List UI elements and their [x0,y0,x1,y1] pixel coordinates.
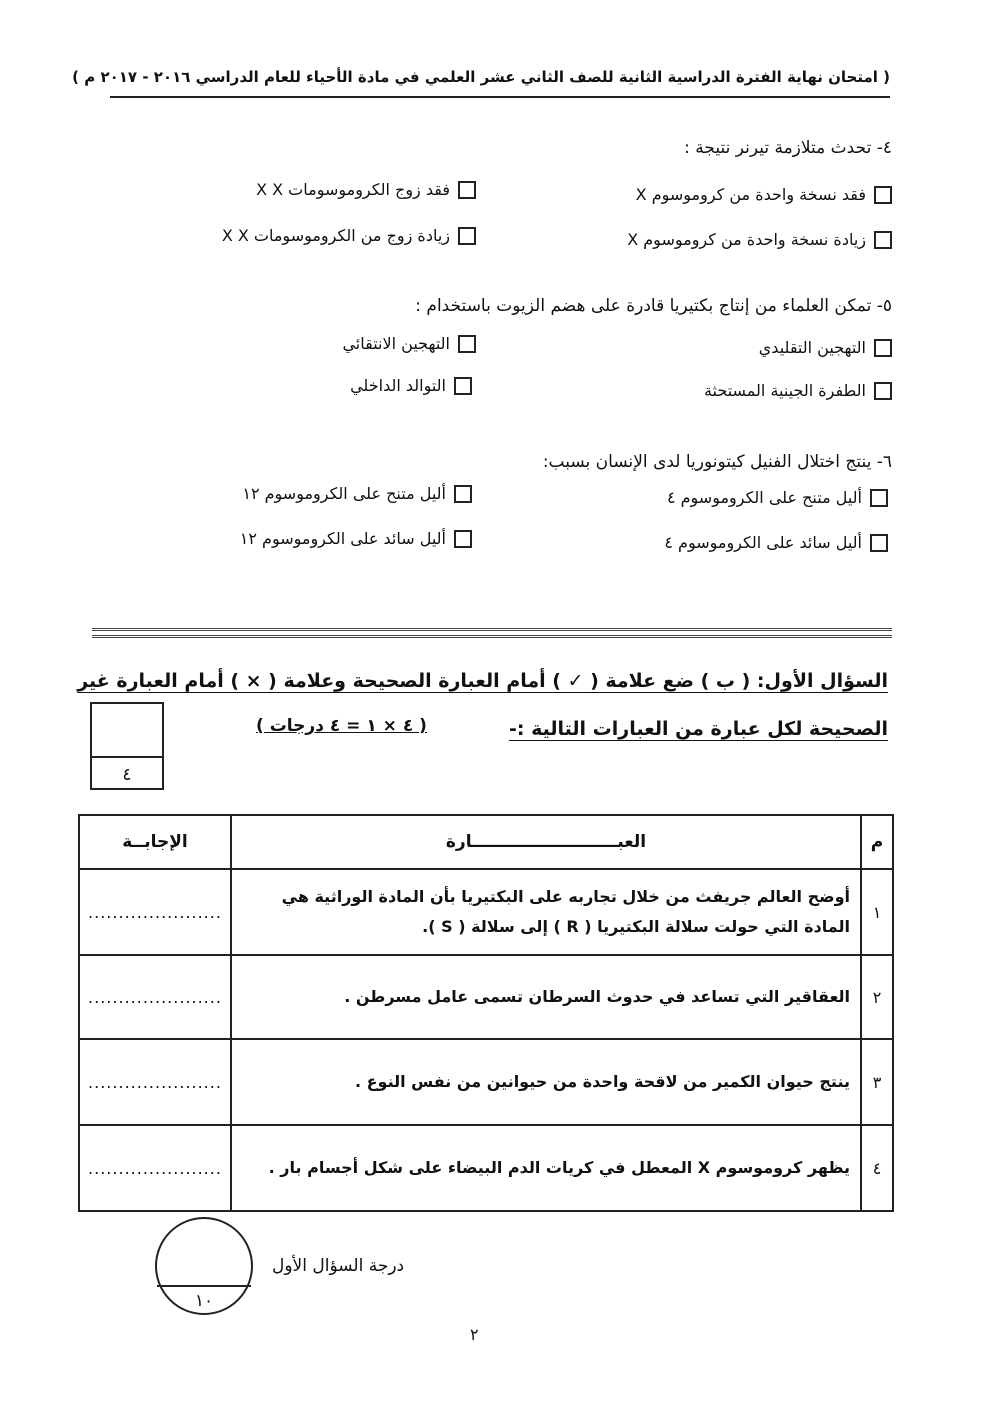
row-number: ١ [861,869,893,955]
table-row [79,955,893,1039]
checkbox[interactable] [870,489,888,507]
q6-option-2[interactable] [242,484,472,503]
total-score: ١٠ [194,1291,214,1311]
checkbox[interactable] [454,377,472,395]
checkbox[interactable] [874,382,892,400]
option-label: أليل سائد على الكروموسوم ١٢ [239,529,446,548]
checkbox[interactable] [870,534,888,552]
exam-header: ( امتحان نهاية الفترة الدراسية الثانية للصف الثاني عشر العلمي في مادة الأحياء للعام الدراسي ٢٠١٦ - ٢٠١٧ م ) [110,68,890,98]
checkbox[interactable] [458,227,476,245]
row-number: ٤ [861,1125,893,1211]
q4-option-2[interactable] [256,180,476,199]
total-score-label: درجة السؤال الأول [272,1256,405,1276]
section-b-instruction-line1: السؤال الأول: ( ب ) ضع علامة ( ✓ ) أمام العبارة الصحيحة وعلامة ( × ) أمام العبارة غير [77,670,888,692]
section-b-marks: ( ٤ × ١ = ٤ درجات ) [256,716,427,736]
row-statement: يظهر كروموسوم X المعطل في كريات الدم البيضاء على شكل أجسام بار . [231,1125,861,1211]
q5-option-3[interactable] [704,381,892,400]
answer-blank[interactable]: ...................... [79,955,231,1039]
checkbox[interactable] [458,335,476,353]
row-number: ٢ [861,955,893,1039]
total-score-circle [155,1217,253,1315]
question-4-title: ٤- تحدث متلازمة تيرنر نتيجة : [684,138,892,158]
checkbox[interactable] [874,186,892,204]
table-row [79,1125,893,1211]
q4-option-1[interactable] [636,185,892,204]
q5-option-2[interactable] [342,334,476,353]
row-number: ٣ [861,1039,893,1125]
table-header-row [79,815,893,869]
q4-option-4[interactable] [222,226,476,245]
q4-option-3[interactable] [627,230,892,249]
option-label: أليل متنح على الكروموسوم ٤ [666,488,862,507]
true-false-table [78,814,894,1212]
option-label: أليل سائد على الكروموسوم ٤ [664,533,862,552]
grade-box-empty [92,704,162,758]
header-statement: العبـــــــــــــــــــــــــارة [231,815,861,869]
table-row [79,1039,893,1125]
header-num: م [861,815,893,869]
grade-box-value: ٤ [122,765,132,785]
option-label: الطفرة الجينية المستحثة [703,381,866,400]
table-row [79,869,893,955]
checkbox[interactable] [454,485,472,503]
q6-option-1[interactable] [667,488,888,507]
option-label: زيادة نسخة واحدة من كروموسوم X [627,230,866,249]
option-label: التوالد الداخلي [350,376,446,395]
answer-blank[interactable]: ...................... [79,1125,231,1211]
answer-blank[interactable]: ...................... [79,869,231,955]
score-divider [157,1285,251,1287]
answer-blank[interactable]: ...................... [79,1039,231,1125]
question-6-title: ٦- ينتج اختلال الفنيل كيتونوريا لدى الإنسان بسبب: [542,452,892,472]
q6-option-4[interactable] [240,529,472,548]
q5-option-1[interactable] [759,338,892,357]
option-label: فقد زوج الكروموسومات X X [256,180,450,199]
page-number: ٢ [470,1325,479,1344]
option-label: التهجين التقليدي [758,338,866,357]
row-statement: ينتج حيوان الكمير من لاقحة واحدة من حيوانين من نفس النوع . [231,1039,861,1125]
option-label: التهجين الانتقائي [342,334,450,353]
checkbox[interactable] [458,181,476,199]
checkbox[interactable] [874,231,892,249]
checkbox[interactable] [874,339,892,357]
section-b-grade-box [90,702,164,790]
question-5-title: ٥- تمكن العلماء من إنتاج بكتيريا قادرة على هضم الزيوت باستخدام : [415,296,892,316]
row-statement: العقاقير التي تساعد في حدوث السرطان تسمى عامل مسرطن . [231,955,861,1039]
option-label: فقد نسخة واحدة من كروموسوم X [635,185,866,204]
header-answer: الإجابــة [79,815,231,869]
q5-option-4[interactable] [350,376,472,395]
q6-option-3[interactable] [664,533,888,552]
option-label: أليل متنح على الكروموسوم ١٢ [242,484,446,503]
checkbox[interactable] [454,530,472,548]
section-b-instruction-line2: الصحيحة لكل عبارة من العبارات التالية :- [509,718,888,740]
option-label: زيادة زوج من الكروموسومات X X [221,226,450,245]
section-divider [92,628,892,638]
row-statement: أوضح العالم جريفث من خلال تجاربه على البكتيريا بأن المادة الوراثية هي المادة التي حولت سلالة البكتيريا ( R ) إلى سلالة ( S ). [231,869,861,955]
